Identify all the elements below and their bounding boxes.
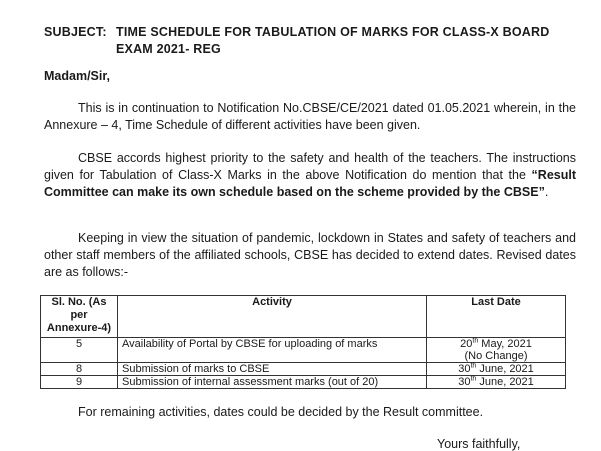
closing: Yours faithfully, xyxy=(437,437,521,451)
row-sl-no: 5 xyxy=(41,338,118,363)
row-sl-no: 8 xyxy=(41,363,118,376)
row-last-date xyxy=(427,338,566,363)
subject-label: SUBJECT: xyxy=(44,25,107,39)
date-suffix: th xyxy=(470,375,477,383)
table-row xyxy=(41,363,566,376)
date-rest: June, 2021 xyxy=(476,376,534,388)
paragraph-priority-end: . xyxy=(544,185,549,199)
row-activity: Submission of marks to CBSE xyxy=(118,363,427,376)
date-suffix: th xyxy=(472,337,479,345)
date-day: 20 xyxy=(460,338,473,350)
date-day: 30 xyxy=(458,376,471,388)
table-header-row xyxy=(41,296,566,338)
table-row xyxy=(41,376,566,389)
salutation: Madam/Sir, xyxy=(44,69,110,83)
row-last-date xyxy=(427,376,566,389)
table-row xyxy=(41,338,566,363)
date-suffix: th xyxy=(470,362,477,370)
remaining-activities-note: For remaining activities, dates could be decided by the Result committee. xyxy=(78,405,484,419)
row-activity: Submission of internal assessment marks (out of 20) xyxy=(118,376,427,389)
paragraph-priority xyxy=(44,150,576,201)
header-activity: Activity xyxy=(118,296,427,338)
date-day: 30 xyxy=(458,363,471,375)
header-last-date: Last Date xyxy=(427,296,566,338)
schedule-table xyxy=(40,295,566,389)
subject-line xyxy=(44,24,564,58)
row-activity: Availability of Portal by CBSE for uploading of marks xyxy=(118,338,427,363)
row-last-date xyxy=(427,363,566,376)
date-rest: June, 2021 xyxy=(476,363,534,375)
paragraph-priority-bold: “Result Committee can make its own schedule based on the scheme provided by the CBSE” xyxy=(44,168,576,199)
header-sl-no: Sl. No. (As per Annexure-4) xyxy=(41,296,118,338)
date-rest: May, 2021 xyxy=(478,338,532,350)
paragraph-extension: Keeping in view the situation of pandemic, lockdown in States and safety of teachers and other staff members of the affiliated schools, CBSE has decided to extend dates. Revised dates are as follows:- xyxy=(44,231,576,279)
date-note: (No Change) xyxy=(464,350,528,362)
paragraph-priority-text: CBSE accords highest priority to the safety and health of the teachers. The instructions given for Tabulation of Class-X Marks in the above Notification do mention that the xyxy=(44,151,576,182)
subject-text: TIME SCHEDULE FOR TABULATION OF MARKS FOR CLASS-X BOARD EXAM 2021- REG xyxy=(116,25,550,56)
row-sl-no: 9 xyxy=(41,376,118,389)
paragraph-continuation: This is in continuation to Notification No.CBSE/CE/2021 dated 01.05.2021 wherein, in the Annexure – 4, Time Schedule of different activities have been given. xyxy=(44,101,576,132)
